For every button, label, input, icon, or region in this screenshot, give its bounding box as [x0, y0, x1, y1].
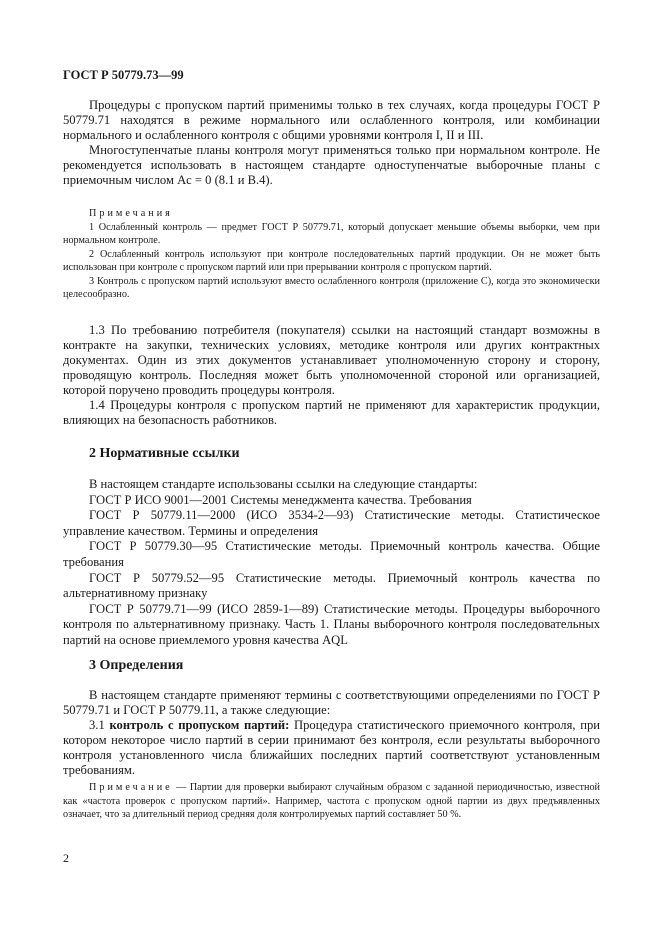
- note-item: 3 Контроль с пропуском партий используют вместо ослабленного контроля (приложение С), когда это экономически целесообразно.: [63, 275, 600, 300]
- definition-3-1: [63, 718, 600, 778]
- section-2-heading: 2 Нормативные ссылки: [89, 446, 240, 461]
- notes-label: Примечания: [89, 208, 173, 219]
- intro-paragraphs: [63, 98, 600, 188]
- paragraph: В настоящем стандарте применяют термины с соответствующими определениями по ГОСТ Р 50779.71 и ГОСТ Р 50779.11, а также следующие:: [63, 688, 600, 717]
- reference-item: ГОСТ Р 50779.30—95 Статистические методы. Приемочный контроль качества. Общие требования: [63, 539, 600, 569]
- notes-block: [63, 207, 600, 302]
- paragraph: В настоящем стандарте использованы ссылки на следующие стандарты:: [89, 477, 478, 491]
- section-2-body: [63, 477, 600, 649]
- clauses: [63, 323, 600, 428]
- reference-item: ГОСТ Р 50779.52—95 Статистические методы. Приемочный контроль качества по альтернативному признаку: [63, 570, 600, 601]
- paragraph: Многоступенчатые планы контроля могут применяться только при нормальном контроле. Не рекомендуется использовать в настоящем стандарте одноступенчатые выборочные планы с приемочным числом Ac = 0 (8.1 и B.4).: [63, 143, 600, 187]
- paragraph: Процедуры с пропуском партий применимы только в тех случаях, когда процедуры ГОСТ Р 50779.71 находятся в режиме нормального или ослабленного контроля, или комбинации нормального и ослабленного контроля с общими уровнями контроля I, II и III.: [63, 98, 600, 142]
- definition: Процедура статистического приемочного контроля, при котором некоторое число партий в серии принимают без контроля, если результаты выборочного контроля установленного числа ближайших последних партий соответствуют установленным требованиям.: [63, 718, 600, 777]
- clause-1-3: 1.3 По требованию потребителя (покупателя) ссылки на настоящий стандарт возможны в контракте на закупки, технических условиях, методике контроля или других контрактных документах. Один из этих документов устанавливает уполномоченную сторону и сторону, проводящую контроль. Последняя может быть уполномоченной стороной или организацией, которой поручено проводить процедуры контроля.: [63, 323, 600, 397]
- section-3-body: [63, 688, 600, 778]
- note-item: 1 Ослабленный контроль — предмет ГОСТ Р 50779.71, который допускает меньшие объемы выборки, чем при нормальном контроле.: [63, 221, 600, 246]
- note-text: — Партии для проверки выбирают случайным образом с заданной периодичностью, известной как «частота проверок с пропуском партий». Например, частота с пропуском одной партии из двух предъявленных означает, что за длительный период средняя доля контролируемых партий составляет 50 %.: [63, 782, 600, 820]
- section-3-heading: 3 Определения: [89, 658, 184, 673]
- term-number: 3.1: [89, 718, 105, 732]
- document-header: ГОСТ Р 50779.73—99: [63, 68, 184, 82]
- term: контроль с пропуском партий:: [109, 718, 290, 732]
- note-label: Примечание: [89, 782, 173, 793]
- page-number: 2: [63, 851, 69, 865]
- reference-item: ГОСТ Р 50779.71—99 (ИСО 2859-1—89) Статистические методы. Процедуры выборочного контроля по альтернативному признаку. Часть 1. Планы выборочного контроля последовательных партий на основе приемлемого уровня качества AQL: [63, 601, 600, 647]
- section-3-note: [63, 781, 600, 822]
- note-item: 2 Ослабленный контроль используют при контроле последовательных партий продукции. Он не может быть использован при контроле с пропуском партий или при прерывании контроля с пропуском партий.: [63, 248, 600, 273]
- reference-item: ГОСТ Р 50779.11—2000 (ИСО 3534-2—93) Статистические методы. Статистическое управление качеством. Термины и определения: [63, 508, 600, 538]
- clause-1-4: 1.4 Процедуры контроля с пропуском партий не применяют для характеристик продукции, влияющих на безопасность работников.: [63, 398, 600, 427]
- reference-item: ГОСТ Р ИСО 9001—2001 Системы менеджмента качества. Требования: [89, 492, 472, 507]
